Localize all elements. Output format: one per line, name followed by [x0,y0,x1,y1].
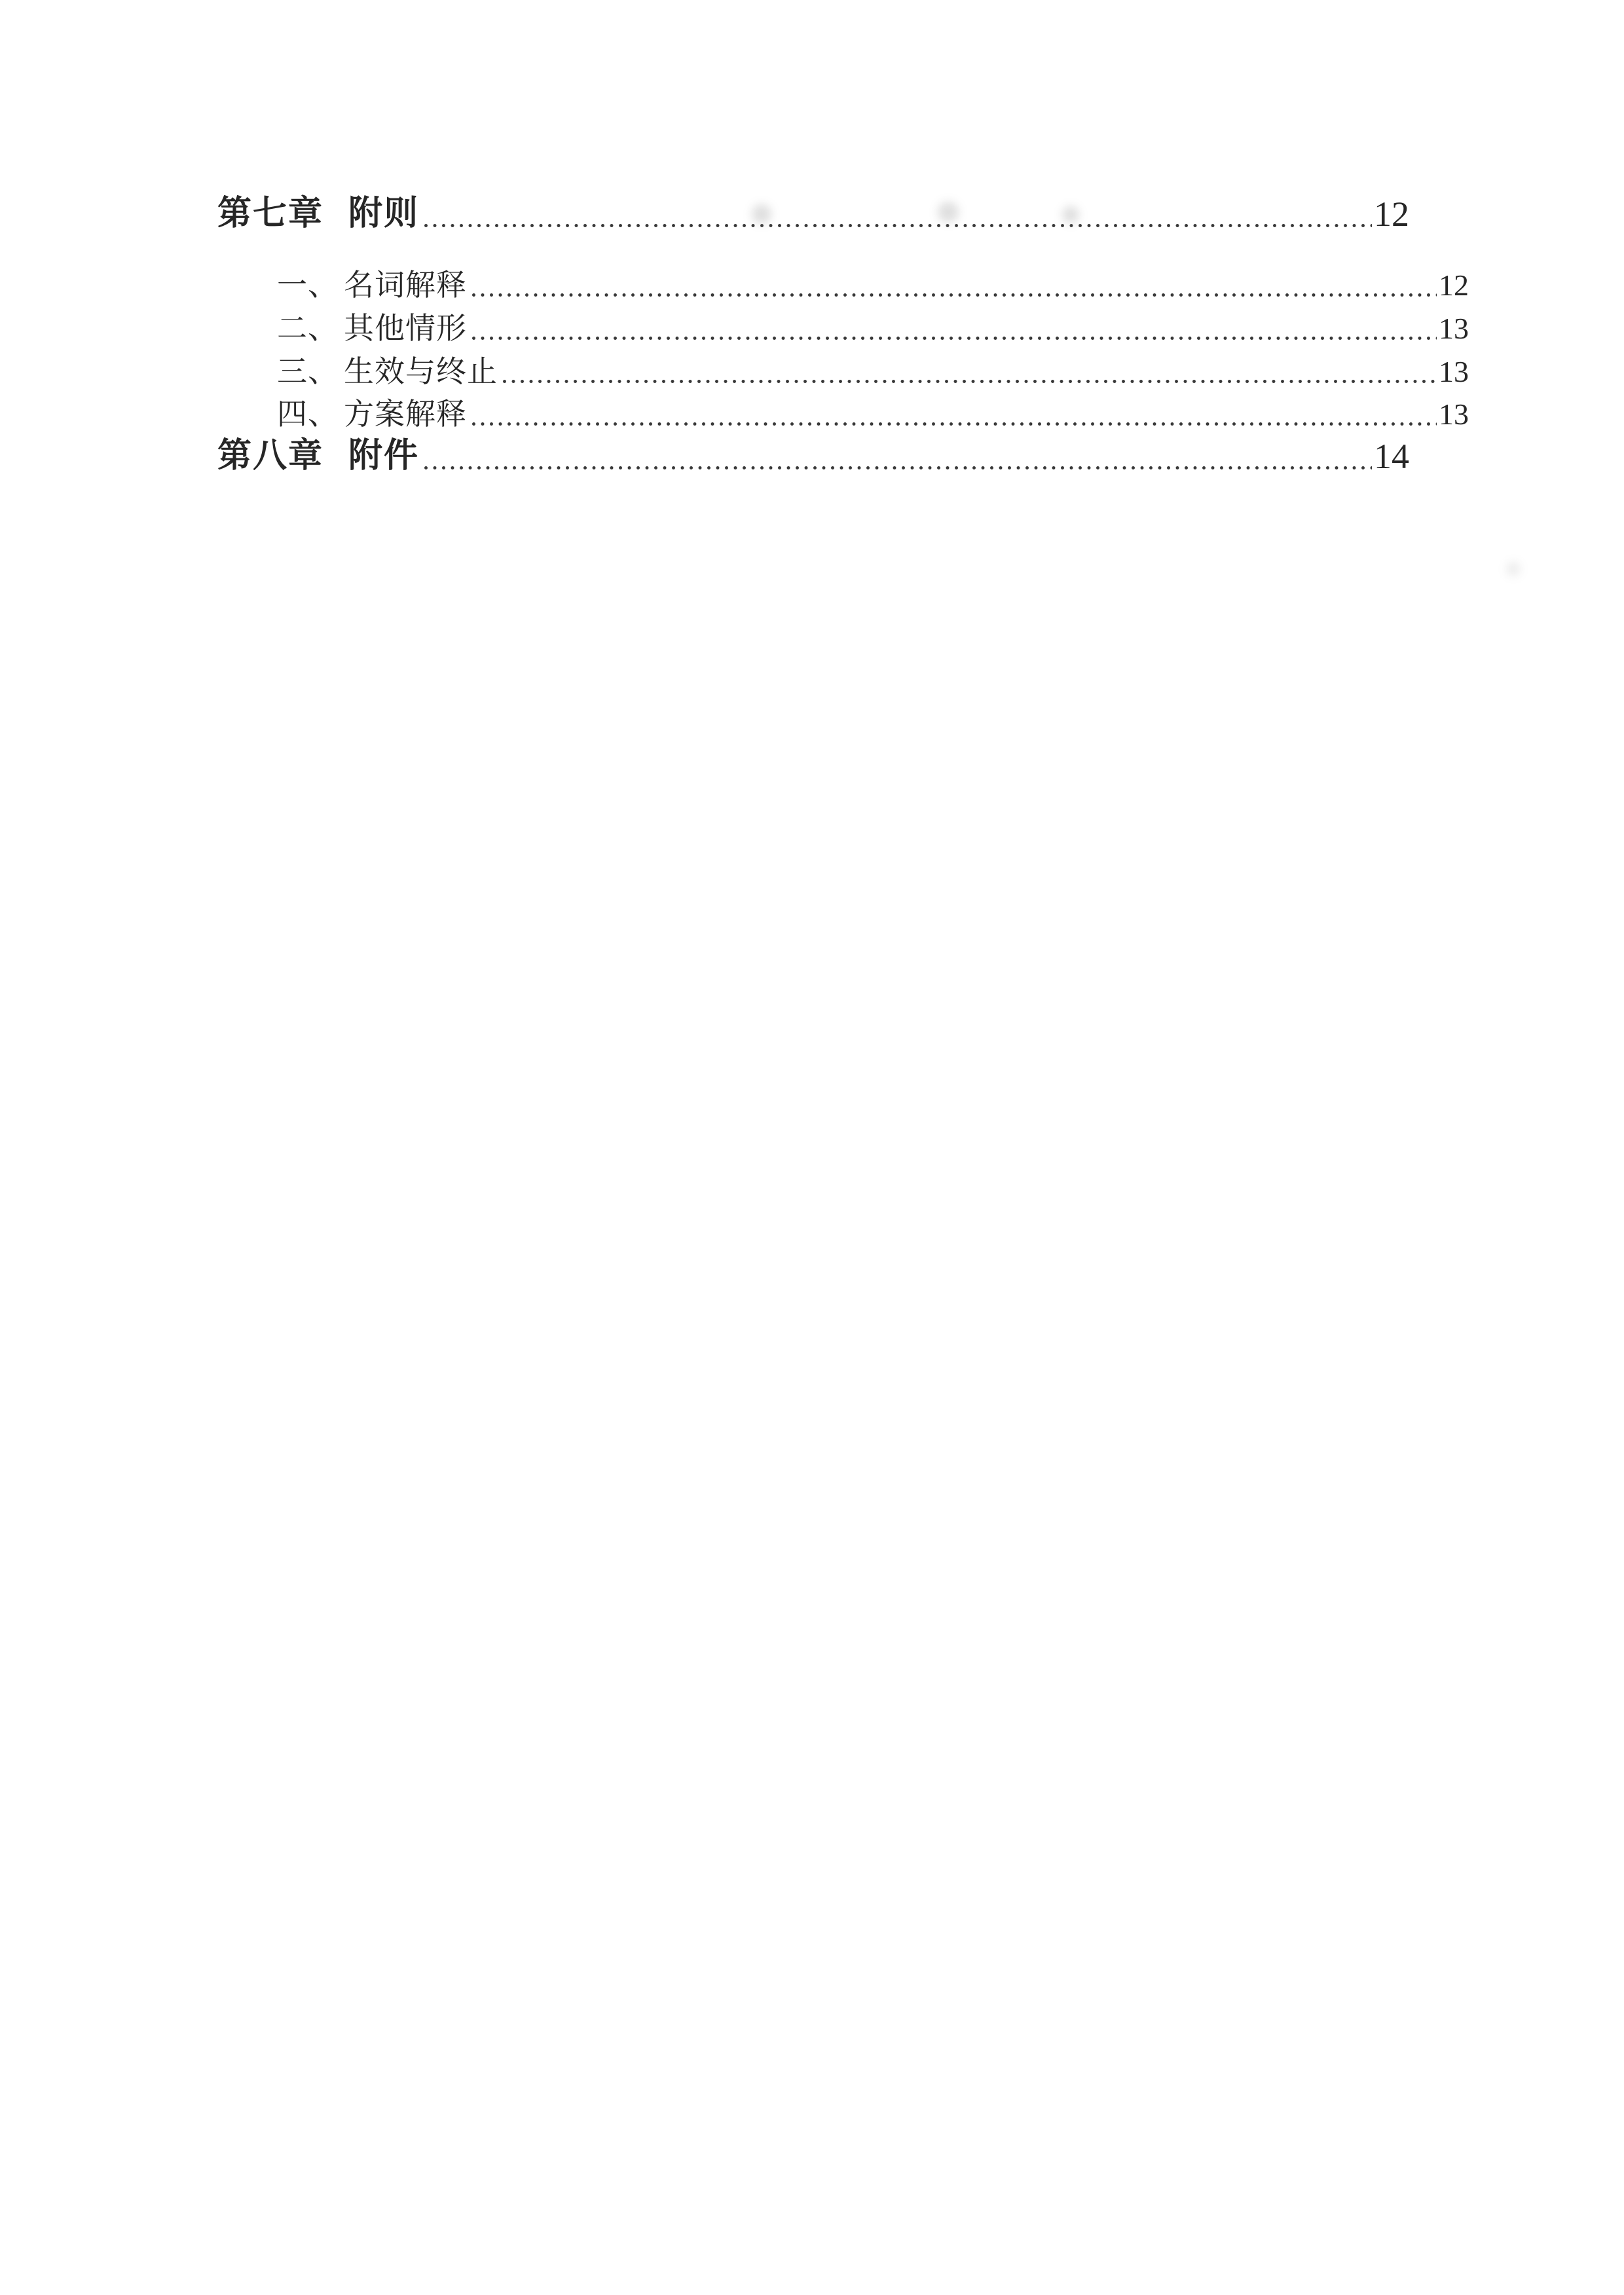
item-number: 一、 [277,268,339,302]
item-title: 方案解释 [344,397,467,431]
page-number: 12 [1374,194,1409,234]
toc-entry-item3 [217,355,1469,389]
page-number: 13 [1439,312,1469,345]
toc-entry-item2 [217,312,1469,346]
scan-artifact [1062,206,1079,223]
toc-entry-item1 [217,268,1469,303]
scan-artifact [938,202,959,223]
dot-leader [424,218,1372,229]
chapter-number: 第八章 [217,437,324,475]
page-number: 14 [1374,437,1409,476]
dot-leader [424,460,1372,471]
chapter-title: 附则 [348,195,420,232]
item-number: 四、 [277,397,339,431]
page-number: 12 [1439,268,1469,302]
item-title: 生效与终止 [344,355,498,388]
chapter-title: 附件 [348,437,420,475]
item-number: 三、 [277,355,339,388]
dot-leader [472,287,1437,298]
scan-artifact [752,204,771,224]
toc-entry-item4 [217,397,1469,431]
item-title: 名词解释 [344,268,467,302]
scan-artifact [1506,562,1521,576]
toc-entry-chapter7 [217,195,1409,233]
item-title: 其他情形 [344,312,467,345]
page-number: 13 [1439,397,1469,431]
dot-leader [472,331,1437,341]
page-number: 13 [1439,355,1469,388]
toc-entry-chapter8 [217,437,1409,475]
chapter-number: 第七章 [217,195,324,232]
item-number: 二、 [277,312,339,345]
dot-leader [472,416,1437,427]
dot-leader [503,374,1437,384]
